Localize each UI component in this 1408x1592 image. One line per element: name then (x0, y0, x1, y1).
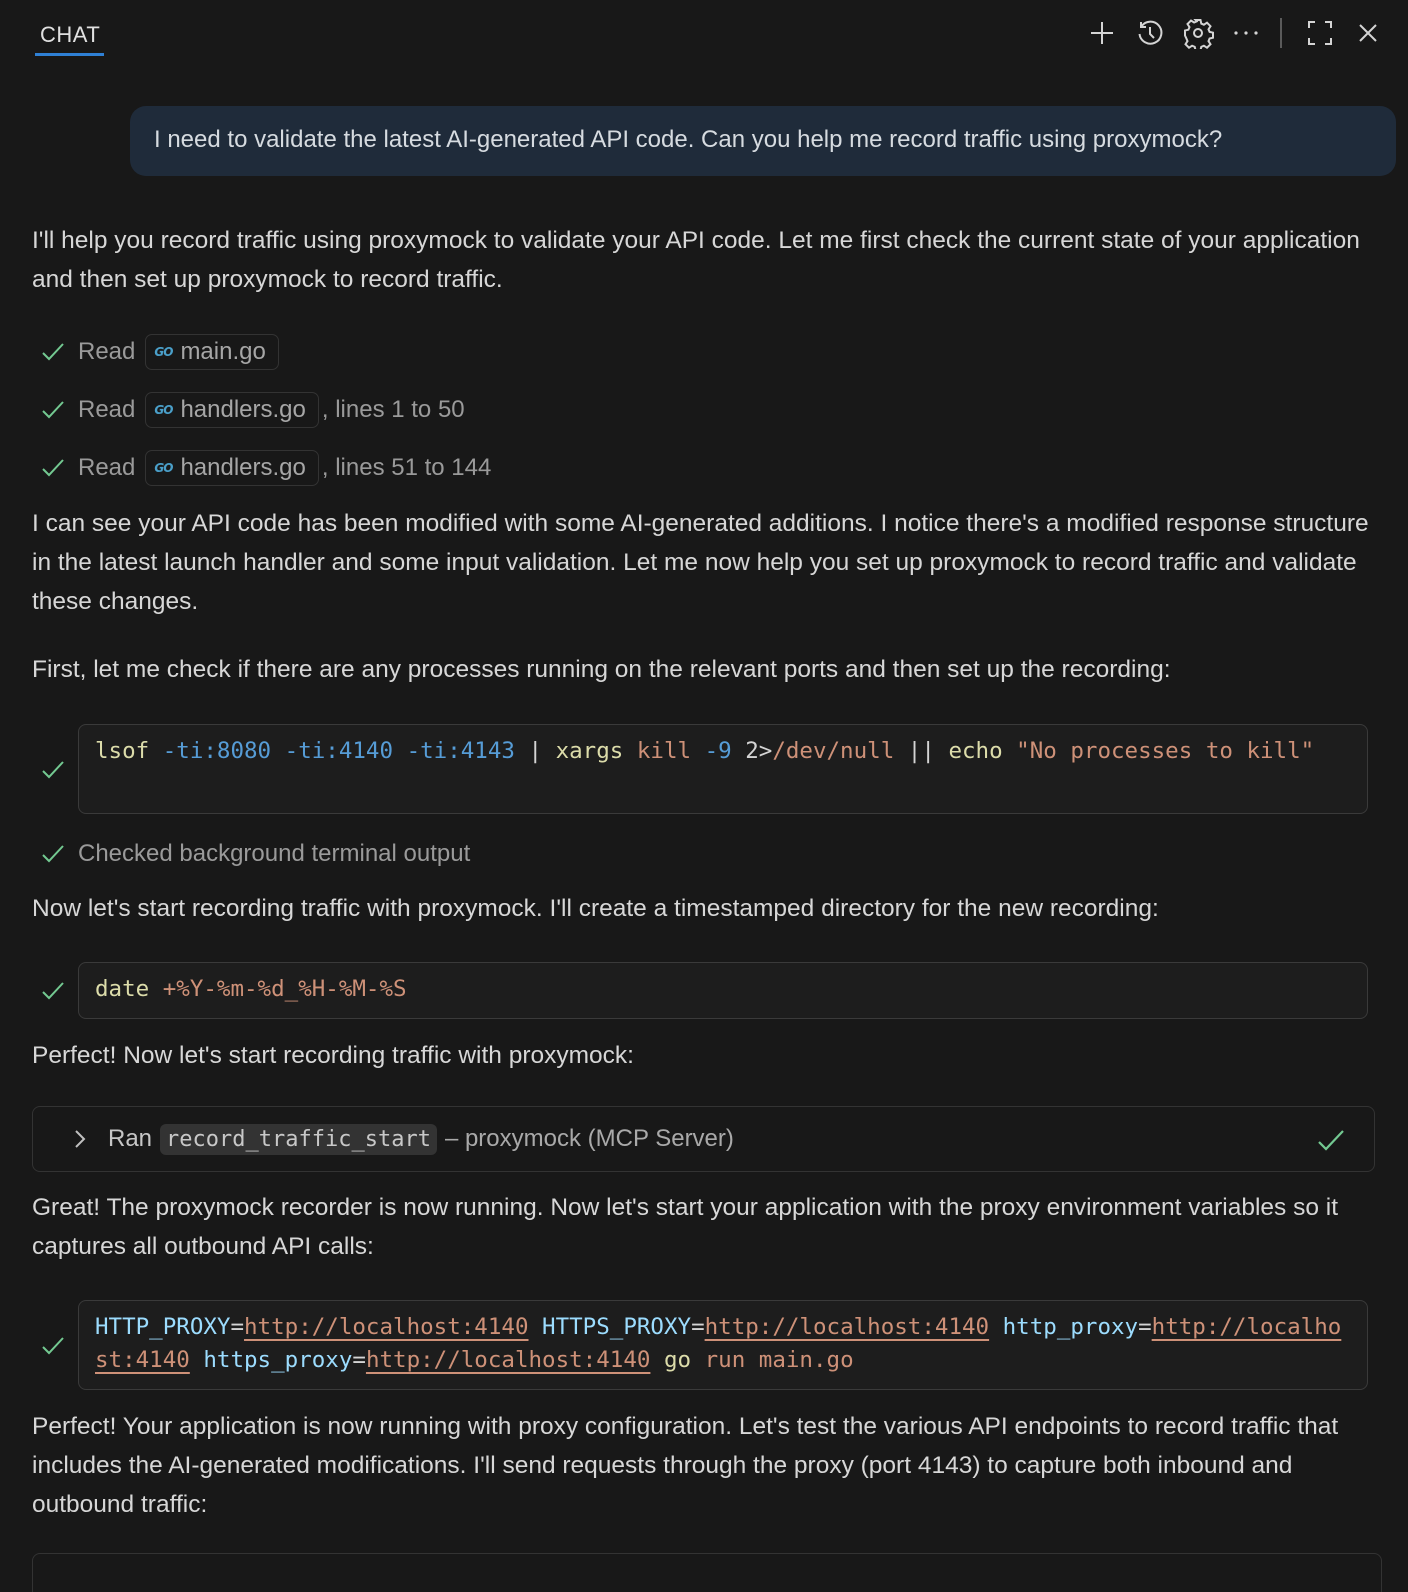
command-text: date +%Y-%m-%d_%H-%M-%S (95, 976, 407, 1002)
check-icon (40, 978, 66, 1004)
assistant-analysis: I can see your API code has been modified with some AI-generated additions. I notice there's a modified response structure in the latest launch handler and some input validation. Let me now help you set up proxymock to record traffic and validate these changes. (32, 510, 1369, 615)
file-chip-main-go[interactable] (145, 334, 278, 370)
read-handlers-go-1 (40, 392, 465, 428)
check-icon (40, 1333, 66, 1359)
checked-terminal-output (40, 836, 470, 872)
file-chip-handlers-go[interactable] (145, 392, 319, 428)
read-verb: Read (78, 454, 136, 481)
read-handlers-go-2 (40, 450, 491, 486)
assistant-perfect-2: Perfect! Your application is now running with proxy configuration. Let's test the various API endpoints to record traffic that includes the AI-generated modifications. I'll send requests through the proxy (port 4143) to capture both inbound and outbound traffic: (32, 1413, 1339, 1518)
check-icon (40, 397, 66, 423)
more-actions-button[interactable] (1226, 13, 1266, 53)
active-tab-indicator (35, 53, 104, 56)
terminal-command-date[interactable] (78, 962, 1368, 1019)
mcp-verb: Ran (108, 1125, 153, 1152)
assistant-start-recording: Now let's start recording traffic with proxymock. I'll create a timestamped directory for the new recording: (32, 895, 1159, 922)
command-text: lsof -ti:8080 -ti:4140 -ti:4143 | xargs kill -9 2>/dev/null || echo "No processes to kill" (95, 738, 1315, 764)
go-file-icon: GO (154, 345, 173, 359)
read-main-go (40, 334, 279, 370)
history-button[interactable] (1130, 13, 1170, 53)
check-icon (40, 841, 66, 867)
mcp-tool-name: record_traffic_start (160, 1124, 437, 1155)
assistant-intro: I'll help you record traffic using proxymock to validate your API code. Let me first check the current state of your application and then set up proxymock to record traffic. (32, 227, 1360, 293)
mcp-tool-call[interactable] (32, 1106, 1375, 1172)
file-chip-handlers-go[interactable] (145, 450, 319, 486)
assistant-check-ports: First, let me check if there are any processes running on the relevant ports and then set up the recording: (32, 656, 1171, 683)
check-icon (40, 339, 66, 365)
settings-button[interactable] (1178, 13, 1218, 53)
user-message-bubble (130, 106, 1396, 176)
chat-header (0, 0, 1408, 68)
ellipsis-icon (1231, 28, 1261, 38)
user-message-text: I need to validate the latest AI-generated API code. Can you help me record traffic using proxymock? (154, 126, 1223, 153)
file-name: main.go (180, 338, 266, 365)
check-icon (1316, 1125, 1346, 1155)
maximize-icon (1306, 19, 1334, 47)
checked-output-label: Checked background terminal output (78, 840, 471, 867)
read-verb: Read (78, 338, 136, 365)
assistant-recorder-running: Great! The proxymock recorder is now running. Now let's start your application with the proxy environment variables so it captures all outbound API calls: (32, 1194, 1339, 1260)
maximize-button[interactable] (1300, 13, 1340, 53)
new-chat-button[interactable] (1082, 13, 1122, 53)
plus-icon (1088, 19, 1116, 47)
line-range: , lines 51 to 144 (321, 454, 492, 481)
file-name: handlers.go (180, 396, 306, 423)
assistant-perfect-1: Perfect! Now let's start recording traffic with proxymock: (32, 1042, 634, 1069)
close-icon (1356, 21, 1380, 45)
go-file-icon: GO (154, 461, 173, 475)
history-icon (1135, 18, 1165, 48)
tab-chat[interactable] (35, 18, 104, 56)
terminal-command-kill-ports[interactable] (78, 724, 1368, 814)
toolbar-divider (1280, 18, 1282, 48)
chat-toolbar (1074, 12, 1388, 54)
command-text: HTTP_PROXY=http://localhost:4140 HTTPS_PROXY=http://localhost:4140 http_proxy=http://localhost:4140 https_proxy=http://localhost:4140 go run main.go (95, 1314, 1342, 1373)
gear-icon (1182, 17, 1214, 49)
check-icon (40, 757, 66, 783)
file-name: handlers.go (180, 454, 306, 481)
terminal-command-run-app[interactable] (78, 1300, 1368, 1390)
chevron-right-icon[interactable] (71, 1127, 89, 1151)
next-tool-block[interactable] (32, 1553, 1382, 1592)
mcp-tool-summary (108, 1121, 734, 1157)
go-file-icon: GO (154, 403, 173, 417)
mcp-server-source: – proxymock (MCP Server) (444, 1125, 734, 1152)
tab-chat-label: CHAT (40, 22, 101, 47)
check-icon (40, 455, 66, 481)
read-verb: Read (78, 396, 136, 423)
line-range: , lines 1 to 50 (321, 396, 465, 423)
close-button[interactable] (1348, 13, 1388, 53)
